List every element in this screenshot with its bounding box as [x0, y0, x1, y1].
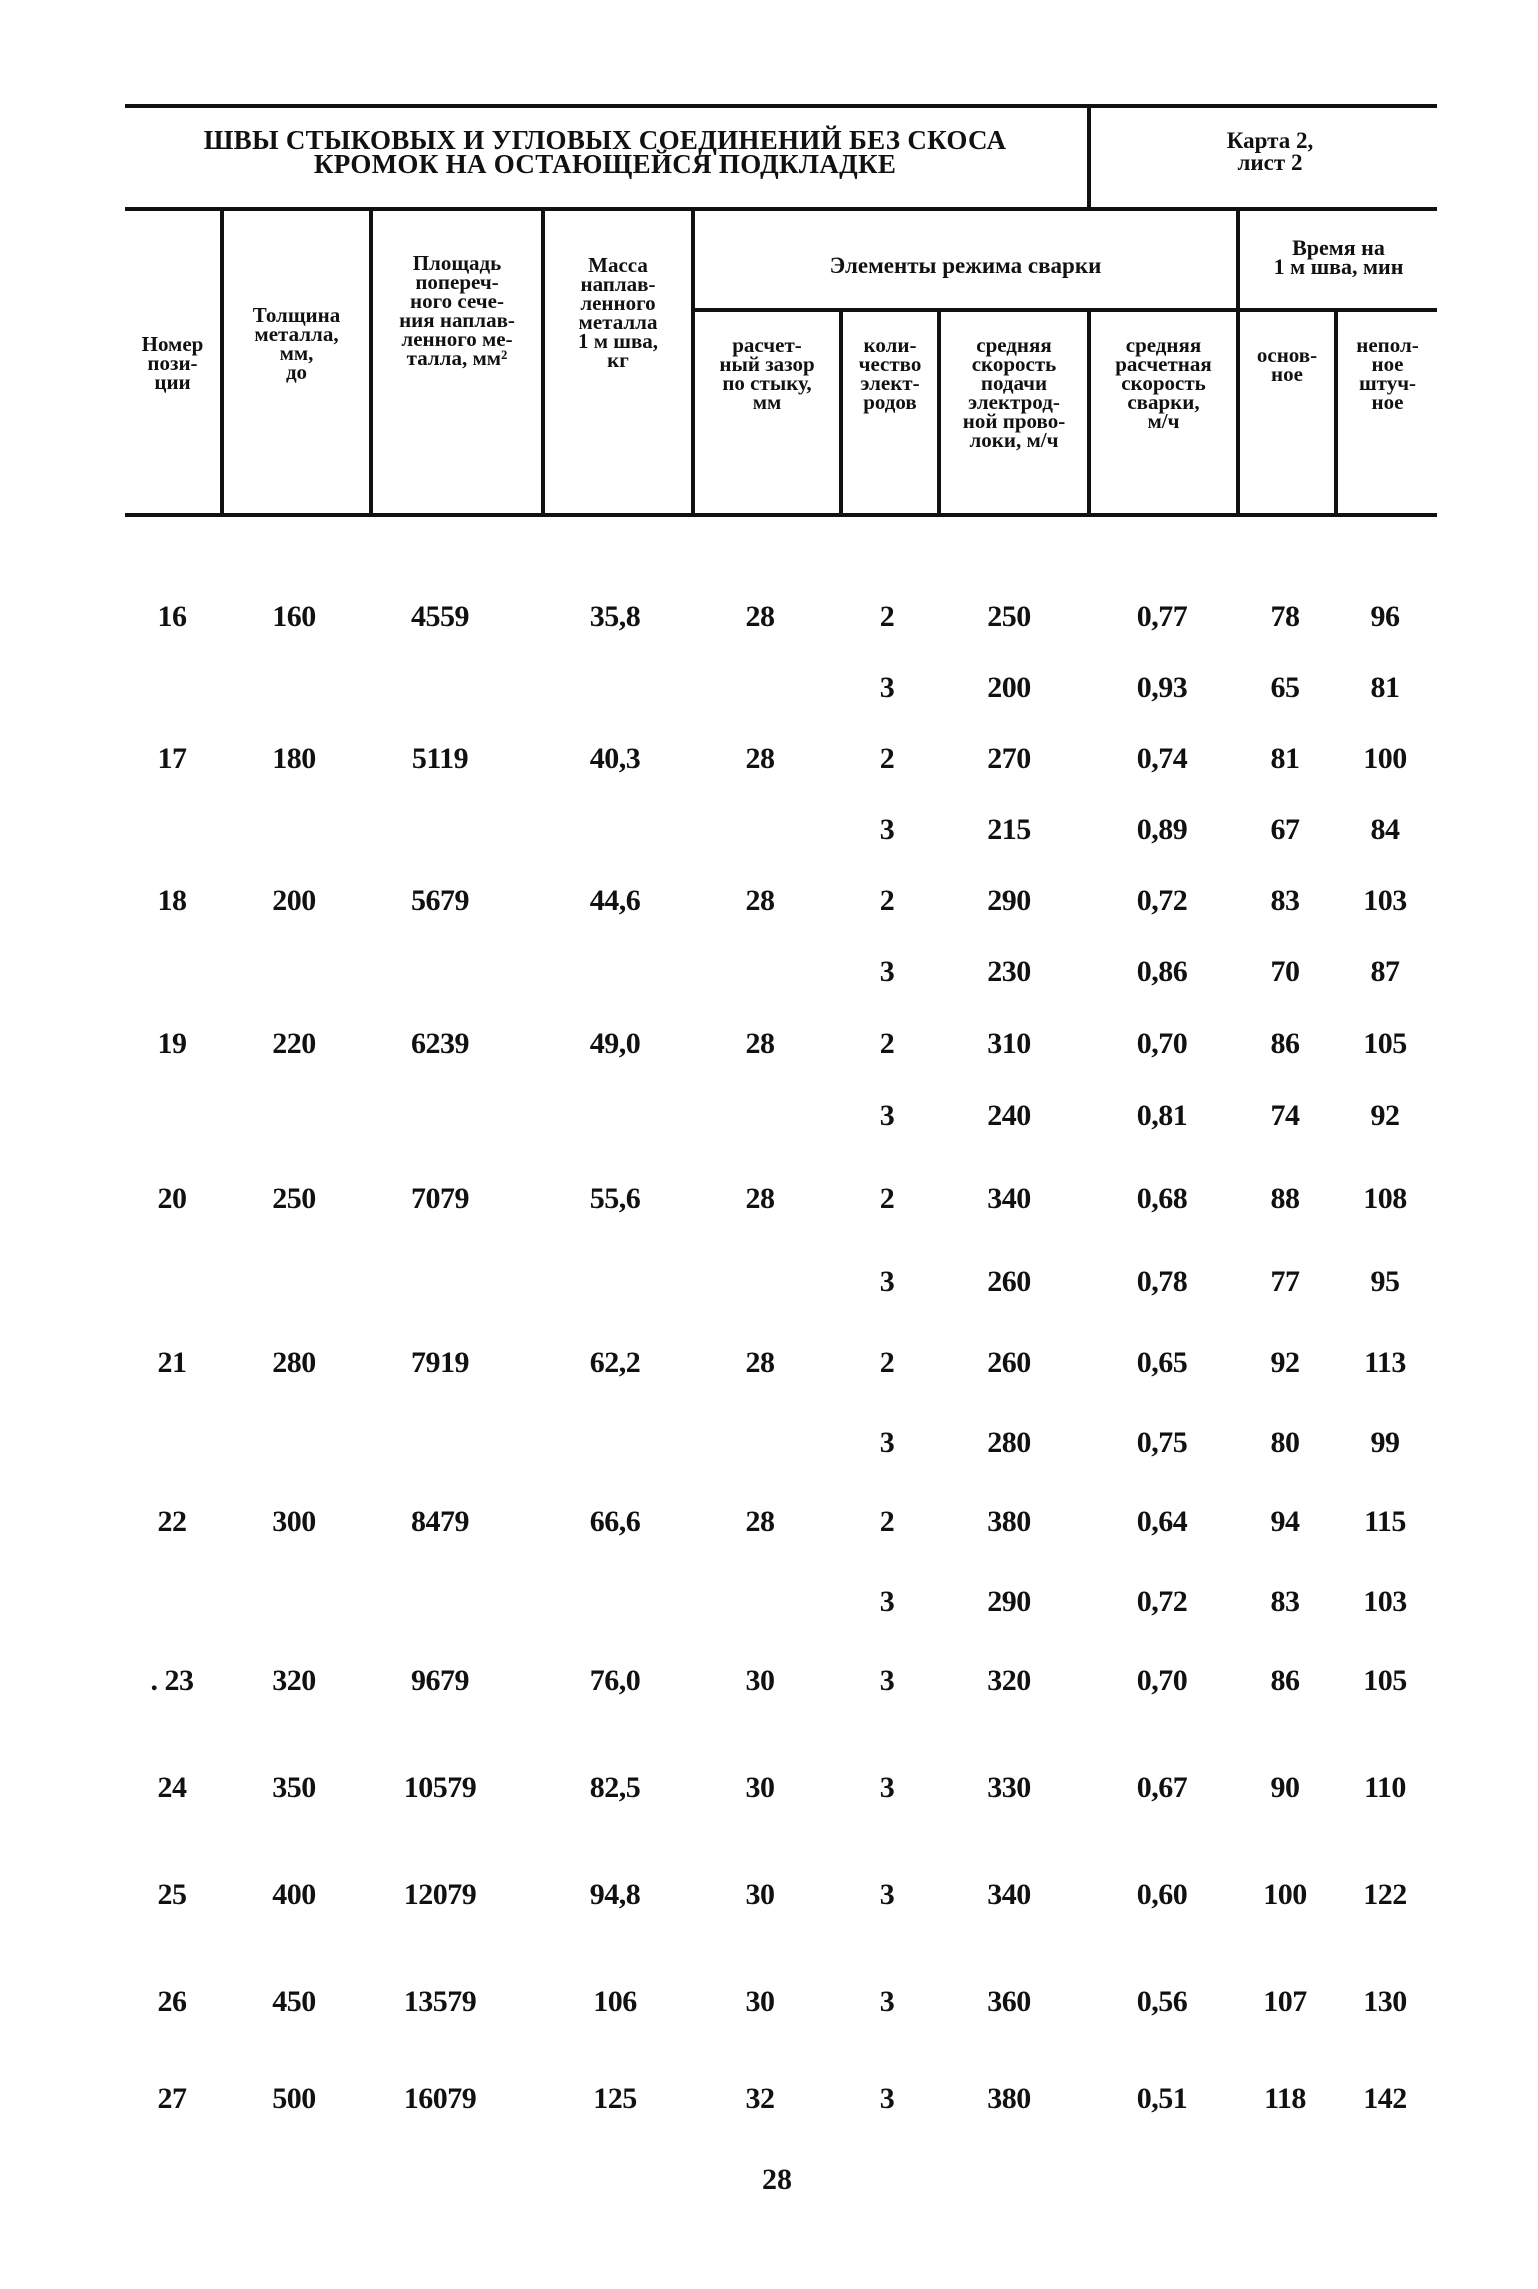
header-gap: расчет- ный зазор по стыку, мм [719, 333, 815, 414]
cell-speed: 0,68 [1136, 1182, 1188, 1215]
cell-t1: 80 [1270, 1426, 1300, 1459]
header-time-piece: непол- ное штуч- ное [1356, 333, 1419, 414]
cell-gap: 30 [745, 1878, 775, 1911]
cell-speed: 0,75 [1136, 1426, 1188, 1459]
cell-speed: 0,56 [1136, 1985, 1188, 2018]
cell-t2: 110 [1364, 1771, 1406, 1804]
cell-t1: 67 [1270, 813, 1300, 846]
cell-pos: 25 [157, 1878, 187, 1911]
cell-speed: 0,72 [1136, 1585, 1188, 1618]
cell-t1: 107 [1263, 1985, 1307, 2018]
cell-n: 2 [879, 1182, 895, 1215]
table-title: ШВЫ СТЫКОВЫХ И УГЛОВЫХ СОЕДИНЕНИЙ БЕЗ СКОСА КРОМОК НА ОСТАЮЩЕЙСЯ ПОДКЛАДКЕ [203, 125, 1007, 179]
cell-t2: 100 [1363, 742, 1407, 775]
cell-t2: 84 [1370, 813, 1400, 846]
cell-thickness: 350 [272, 1771, 316, 1804]
cell-t1: 81 [1270, 742, 1300, 775]
top-rule [125, 104, 1437, 108]
cell-t2: 105 [1363, 1664, 1407, 1697]
header-time-group: Время на 1 м шва, мин [1273, 235, 1404, 279]
cell-area: 12079 [403, 1878, 477, 1911]
cell-thickness: 500 [272, 2082, 316, 2115]
header-mass: Масса наплав- ленного металла 1 м шва, кг [577, 253, 659, 372]
cell-pos: 19 [157, 1027, 187, 1060]
cell-n: 3 [879, 1265, 895, 1298]
cell-speed: 0,65 [1136, 1346, 1188, 1379]
cell-area: 7079 [411, 1182, 469, 1215]
cell-feed: 215 [987, 813, 1031, 846]
cell-thickness: 220 [272, 1027, 316, 1060]
cell-gap: 28 [745, 1505, 775, 1538]
header-bottom-rule [125, 513, 1437, 517]
card-reference: Карта 2, лист 2 [1226, 128, 1314, 175]
cell-pos: 27 [157, 2082, 187, 2115]
cell-mass: 49,0 [589, 1027, 641, 1060]
cell-thickness: 280 [272, 1346, 316, 1379]
cell-pos: . 23 [150, 1664, 194, 1697]
cell-feed: 380 [987, 2082, 1031, 2115]
cell-t2: 99 [1370, 1426, 1400, 1459]
cell-t1: 118 [1264, 2082, 1306, 2115]
title-rule [125, 207, 1437, 211]
cell-t2: 130 [1363, 1985, 1407, 2018]
cell-t1: 65 [1270, 671, 1300, 704]
cell-t1: 90 [1270, 1771, 1300, 1804]
cell-n: 2 [879, 600, 895, 633]
header-position: Номер пози- ции [141, 332, 204, 394]
cell-feed: 250 [987, 600, 1031, 633]
cell-speed: 0,70 [1136, 1027, 1188, 1060]
cell-area: 9679 [411, 1664, 469, 1697]
header-weld-speed: средняя расчетная скорость сварки, м/ч [1115, 333, 1212, 433]
cell-feed: 310 [987, 1027, 1031, 1060]
cell-n: 2 [879, 742, 895, 775]
cell-area: 8479 [411, 1505, 469, 1538]
cell-speed: 0,86 [1136, 955, 1188, 988]
cell-t1: 86 [1270, 1664, 1300, 1697]
cell-area: 13579 [403, 1985, 477, 2018]
cell-gap: 28 [745, 600, 775, 633]
cell-thickness: 400 [272, 1878, 316, 1911]
header-feed-speed: средняя скорость подачи электрод- ной прово- локи, м/ч [962, 333, 1066, 452]
cell-pos: 24 [157, 1771, 187, 1804]
cell-mass: 62,2 [589, 1346, 641, 1379]
cell-speed: 0,93 [1136, 671, 1188, 704]
cell-feed: 280 [987, 1426, 1031, 1459]
cell-thickness: 320 [272, 1664, 316, 1697]
cell-n: 3 [879, 1985, 895, 2018]
header-regime-group: Элементы режима сварки [829, 253, 1102, 278]
cell-thickness: 200 [272, 884, 316, 917]
cell-speed: 0,72 [1136, 884, 1188, 917]
cell-feed: 240 [987, 1099, 1031, 1132]
cell-t1: 100 [1263, 1878, 1307, 1911]
cell-t2: 105 [1363, 1027, 1407, 1060]
cell-feed: 380 [987, 1505, 1031, 1538]
cell-pos: 20 [157, 1182, 187, 1215]
cell-t2: 96 [1370, 600, 1400, 633]
cell-t2: 95 [1370, 1265, 1400, 1298]
cell-speed: 0,60 [1136, 1878, 1188, 1911]
cell-speed: 0,74 [1136, 742, 1188, 775]
cell-area: 5679 [411, 884, 469, 917]
cell-pos: 18 [157, 884, 187, 917]
cell-t1: 83 [1270, 884, 1300, 917]
cell-n: 2 [879, 1505, 895, 1538]
cell-n: 3 [879, 955, 895, 988]
cell-thickness: 300 [272, 1505, 316, 1538]
cell-feed: 230 [987, 955, 1031, 988]
cell-n: 3 [879, 2082, 895, 2115]
cell-pos: 21 [157, 1346, 187, 1379]
header-area: Площадь попереч- ного сече- ния наплав- ленного ме- талла, мм² [399, 251, 515, 370]
cell-n: 3 [879, 1426, 895, 1459]
cell-speed: 0,70 [1136, 1664, 1188, 1697]
cell-feed: 330 [987, 1771, 1031, 1804]
cell-speed: 0,51 [1136, 2082, 1188, 2115]
cell-mass: 76,0 [589, 1664, 641, 1697]
cell-t1: 92 [1270, 1346, 1300, 1379]
header-electrodes: коли- чество элект- родов [858, 333, 922, 414]
cell-mass: 82,5 [589, 1771, 641, 1804]
cell-area: 16079 [403, 2082, 477, 2115]
cell-n: 2 [879, 1346, 895, 1379]
cell-speed: 0,64 [1136, 1505, 1188, 1538]
cell-speed: 0,89 [1136, 813, 1188, 846]
cell-mass: 55,6 [589, 1182, 641, 1215]
cell-t2: 122 [1363, 1878, 1407, 1911]
cell-t2: 103 [1363, 884, 1407, 917]
cell-mass: 106 [593, 1985, 637, 2018]
cell-feed: 320 [987, 1664, 1031, 1697]
cell-n: 3 [879, 1771, 895, 1804]
cell-t1: 70 [1270, 955, 1300, 988]
cell-feed: 260 [987, 1265, 1031, 1298]
cell-thickness: 160 [272, 600, 316, 633]
cell-gap: 30 [745, 1664, 775, 1697]
cell-t1: 88 [1270, 1182, 1300, 1215]
cell-mass: 44,6 [589, 884, 641, 917]
cell-gap: 30 [745, 1771, 775, 1804]
cell-pos: 26 [157, 1985, 187, 2018]
cell-thickness: 180 [272, 742, 316, 775]
cell-t2: 87 [1370, 955, 1400, 988]
cell-area: 6239 [411, 1027, 469, 1060]
cell-feed: 290 [987, 1585, 1031, 1618]
cell-pos: 16 [157, 600, 187, 633]
cell-gap: 28 [745, 884, 775, 917]
cell-t2: 92 [1370, 1099, 1400, 1132]
cell-pos: 17 [157, 742, 187, 775]
cell-n: 2 [879, 1027, 895, 1060]
header-time-main: основ- ное [1256, 343, 1318, 386]
cell-gap: 28 [745, 1027, 775, 1060]
cell-speed: 0,67 [1136, 1771, 1188, 1804]
cell-area: 5119 [411, 742, 469, 775]
cell-t1: 94 [1270, 1505, 1300, 1538]
cell-n: 3 [879, 1099, 895, 1132]
cell-t2: 115 [1364, 1505, 1406, 1538]
cell-mass: 66,6 [589, 1505, 641, 1538]
cell-feed: 340 [987, 1878, 1031, 1911]
cell-area: 7919 [411, 1346, 469, 1379]
cell-speed: 0,77 [1136, 600, 1188, 633]
cell-pos: 22 [157, 1505, 187, 1538]
cell-feed: 260 [987, 1346, 1031, 1379]
cell-speed: 0,78 [1136, 1265, 1188, 1298]
group-rule-regime [693, 308, 1437, 312]
cell-t1: 77 [1270, 1265, 1300, 1298]
cell-t2: 113 [1364, 1346, 1406, 1379]
cell-n: 2 [879, 884, 895, 917]
cell-gap: 28 [745, 1346, 775, 1379]
cell-gap: 28 [745, 1182, 775, 1215]
cell-feed: 360 [987, 1985, 1031, 2018]
cell-gap: 28 [745, 742, 775, 775]
cell-speed: 0,81 [1136, 1099, 1188, 1132]
cell-feed: 200 [987, 671, 1031, 704]
cell-n: 3 [879, 671, 895, 704]
cell-t1: 83 [1270, 1585, 1300, 1618]
cell-n: 3 [879, 1664, 895, 1697]
cell-mass: 125 [593, 2082, 637, 2115]
cell-mass: 40,3 [589, 742, 641, 775]
cell-t2: 108 [1363, 1182, 1407, 1215]
page-number: 28 [762, 2163, 792, 2196]
cell-mass: 94,8 [589, 1878, 641, 1911]
cell-feed: 340 [987, 1182, 1031, 1215]
cell-t1: 86 [1270, 1027, 1300, 1060]
cell-thickness: 450 [272, 1985, 316, 2018]
cell-t1: 78 [1270, 600, 1300, 633]
cell-n: 3 [879, 813, 895, 846]
cell-feed: 270 [987, 742, 1031, 775]
cell-thickness: 250 [272, 1182, 316, 1215]
cell-n: 3 [879, 1878, 895, 1911]
cell-t2: 103 [1363, 1585, 1407, 1618]
header-thickness: Толщина металла, мм, до [252, 303, 341, 384]
cell-t2: 81 [1370, 671, 1400, 704]
cell-n: 3 [879, 1585, 895, 1618]
cell-area: 10579 [403, 1771, 477, 1804]
cell-mass: 35,8 [589, 600, 641, 633]
cell-t2: 142 [1363, 2082, 1407, 2115]
cell-gap: 30 [745, 1985, 775, 2018]
cell-area: 4559 [411, 600, 469, 633]
cell-gap: 32 [745, 2082, 775, 2115]
cell-feed: 290 [987, 884, 1031, 917]
cell-t1: 74 [1270, 1099, 1300, 1132]
